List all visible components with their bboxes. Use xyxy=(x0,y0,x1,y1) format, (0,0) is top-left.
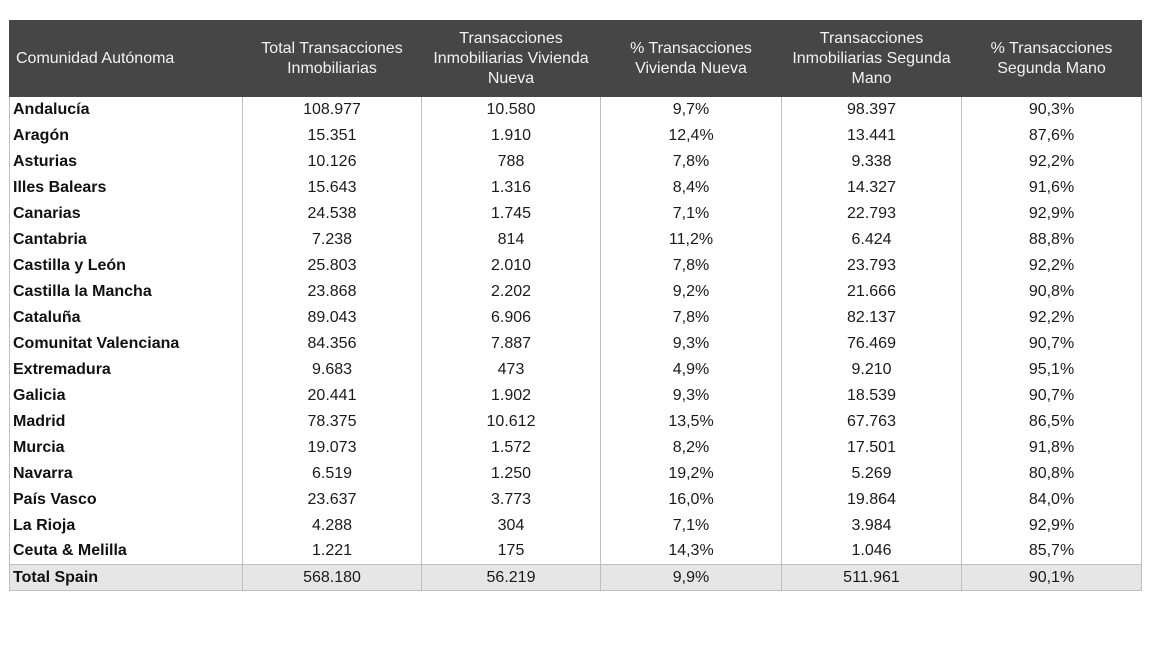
region-cell: La Rioja xyxy=(10,513,243,539)
second-hand-cell: 18.539 xyxy=(782,383,962,409)
region-cell: Cataluña xyxy=(10,305,243,331)
table-row xyxy=(10,383,1142,409)
header-second-hand-pct: % Transacciones Segunda Mano xyxy=(962,21,1142,97)
total-cell: 108.977 xyxy=(243,97,422,123)
table-row xyxy=(10,409,1142,435)
new-cell: 1.250 xyxy=(422,461,601,487)
second-hand-pct-cell: 92,2% xyxy=(962,305,1142,331)
header-second-hand: Transacciones Inmobiliarias Segunda Mano xyxy=(782,21,962,97)
second-hand-pct-cell: 95,1% xyxy=(962,357,1142,383)
second-hand-cell: 17.501 xyxy=(782,435,962,461)
total-cell: 15.351 xyxy=(243,123,422,149)
second-hand-cell: 13.441 xyxy=(782,123,962,149)
new-cell: 1.902 xyxy=(422,383,601,409)
new-pct-cell: 7,1% xyxy=(601,201,782,227)
second-hand-cell: 23.793 xyxy=(782,253,962,279)
second-hand-pct-cell: 92,9% xyxy=(962,201,1142,227)
new-pct-cell: 14,3% xyxy=(601,539,782,565)
second-hand-pct-cell: 91,8% xyxy=(962,435,1142,461)
table-row xyxy=(10,201,1142,227)
second-hand-cell: 76.469 xyxy=(782,331,962,357)
total-second-hand-pct-cell: 90,1% xyxy=(962,565,1142,591)
new-pct-cell: 7,8% xyxy=(601,253,782,279)
table-row xyxy=(10,331,1142,357)
region-cell: Madrid xyxy=(10,409,243,435)
total-row xyxy=(10,565,1142,591)
total-cell: 23.637 xyxy=(243,487,422,513)
new-cell: 473 xyxy=(422,357,601,383)
second-hand-pct-cell: 87,6% xyxy=(962,123,1142,149)
total-cell: 25.803 xyxy=(243,253,422,279)
total-cell: 9.683 xyxy=(243,357,422,383)
new-cell: 175 xyxy=(422,539,601,565)
second-hand-cell: 1.046 xyxy=(782,539,962,565)
second-hand-pct-cell: 85,7% xyxy=(962,539,1142,565)
total-cell: 15.643 xyxy=(243,175,422,201)
new-cell: 814 xyxy=(422,227,601,253)
region-cell: País Vasco xyxy=(10,487,243,513)
total-new-cell: 56.219 xyxy=(422,565,601,591)
region-cell: Galicia xyxy=(10,383,243,409)
total-region-cell: Total Spain xyxy=(10,565,243,591)
new-pct-cell: 13,5% xyxy=(601,409,782,435)
second-hand-cell: 14.327 xyxy=(782,175,962,201)
header-new: Transacciones Inmobiliarias Vivienda Nueva xyxy=(422,21,601,97)
new-cell: 10.612 xyxy=(422,409,601,435)
second-hand-pct-cell: 92,2% xyxy=(962,253,1142,279)
second-hand-cell: 21.666 xyxy=(782,279,962,305)
new-pct-cell: 9,3% xyxy=(601,383,782,409)
region-cell: Cantabria xyxy=(10,227,243,253)
region-cell: Castilla la Mancha xyxy=(10,279,243,305)
table-row xyxy=(10,279,1142,305)
second-hand-cell: 98.397 xyxy=(782,97,962,123)
new-pct-cell: 12,4% xyxy=(601,123,782,149)
table-row xyxy=(10,97,1142,123)
second-hand-pct-cell: 80,8% xyxy=(962,461,1142,487)
second-hand-pct-cell: 90,8% xyxy=(962,279,1142,305)
total-cell: 19.073 xyxy=(243,435,422,461)
second-hand-cell: 82.137 xyxy=(782,305,962,331)
second-hand-pct-cell: 92,2% xyxy=(962,149,1142,175)
table-container xyxy=(9,20,1141,591)
second-hand-pct-cell: 90,7% xyxy=(962,383,1142,409)
header-region: Comunidad Autónoma xyxy=(10,21,243,97)
region-cell: Castilla y León xyxy=(10,253,243,279)
total-cell: 20.441 xyxy=(243,383,422,409)
second-hand-pct-cell: 86,5% xyxy=(962,409,1142,435)
total-cell: 24.538 xyxy=(243,201,422,227)
second-hand-cell: 67.763 xyxy=(782,409,962,435)
new-pct-cell: 19,2% xyxy=(601,461,782,487)
table-row xyxy=(10,149,1142,175)
region-cell: Canarias xyxy=(10,201,243,227)
table-row xyxy=(10,461,1142,487)
region-cell: Aragón xyxy=(10,123,243,149)
new-cell: 6.906 xyxy=(422,305,601,331)
table-row xyxy=(10,435,1142,461)
new-cell: 1.572 xyxy=(422,435,601,461)
second-hand-pct-cell: 88,8% xyxy=(962,227,1142,253)
new-pct-cell: 7,1% xyxy=(601,513,782,539)
table-row xyxy=(10,175,1142,201)
second-hand-pct-cell: 92,9% xyxy=(962,513,1142,539)
region-cell: Comunitat Valenciana xyxy=(10,331,243,357)
table-row xyxy=(10,513,1142,539)
second-hand-pct-cell: 91,6% xyxy=(962,175,1142,201)
total-cell: 78.375 xyxy=(243,409,422,435)
second-hand-cell: 19.864 xyxy=(782,487,962,513)
total-cell: 23.868 xyxy=(243,279,422,305)
total-cell: 10.126 xyxy=(243,149,422,175)
total-cell: 89.043 xyxy=(243,305,422,331)
new-cell: 1.316 xyxy=(422,175,601,201)
region-cell: Extremadura xyxy=(10,357,243,383)
header-total: Total Transacciones Inmobiliarias xyxy=(243,21,422,97)
total-new-pct-cell: 9,9% xyxy=(601,565,782,591)
table-row xyxy=(10,227,1142,253)
second-hand-cell: 9.338 xyxy=(782,149,962,175)
header-new-pct: % Transacciones Vivienda Nueva xyxy=(601,21,782,97)
table-row xyxy=(10,305,1142,331)
table-row xyxy=(10,357,1142,383)
total-cell: 7.238 xyxy=(243,227,422,253)
total-cell: 6.519 xyxy=(243,461,422,487)
region-cell: Murcia xyxy=(10,435,243,461)
new-pct-cell: 7,8% xyxy=(601,305,782,331)
table-row xyxy=(10,253,1142,279)
total-second-hand-cell: 511.961 xyxy=(782,565,962,591)
new-cell: 2.010 xyxy=(422,253,601,279)
new-pct-cell: 9,7% xyxy=(601,97,782,123)
second-hand-pct-cell: 90,3% xyxy=(962,97,1142,123)
region-cell: Andalucía xyxy=(10,97,243,123)
new-pct-cell: 8,4% xyxy=(601,175,782,201)
new-cell: 3.773 xyxy=(422,487,601,513)
second-hand-cell: 9.210 xyxy=(782,357,962,383)
second-hand-cell: 5.269 xyxy=(782,461,962,487)
new-cell: 1.910 xyxy=(422,123,601,149)
transactions-table xyxy=(9,20,1142,591)
total-cell: 84.356 xyxy=(243,331,422,357)
new-cell: 2.202 xyxy=(422,279,601,305)
new-pct-cell: 4,9% xyxy=(601,357,782,383)
new-pct-cell: 11,2% xyxy=(601,227,782,253)
second-hand-cell: 3.984 xyxy=(782,513,962,539)
table-row xyxy=(10,487,1142,513)
total-cell: 1.221 xyxy=(243,539,422,565)
new-pct-cell: 8,2% xyxy=(601,435,782,461)
new-pct-cell: 16,0% xyxy=(601,487,782,513)
region-cell: Illes Balears xyxy=(10,175,243,201)
table-row xyxy=(10,539,1142,565)
region-cell: Navarra xyxy=(10,461,243,487)
total-cell: 4.288 xyxy=(243,513,422,539)
table-row xyxy=(10,123,1142,149)
region-cell: Ceuta & Melilla xyxy=(10,539,243,565)
new-cell: 788 xyxy=(422,149,601,175)
new-cell: 7.887 xyxy=(422,331,601,357)
second-hand-cell: 6.424 xyxy=(782,227,962,253)
new-pct-cell: 7,8% xyxy=(601,149,782,175)
second-hand-pct-cell: 84,0% xyxy=(962,487,1142,513)
new-pct-cell: 9,2% xyxy=(601,279,782,305)
new-cell: 304 xyxy=(422,513,601,539)
second-hand-cell: 22.793 xyxy=(782,201,962,227)
second-hand-pct-cell: 90,7% xyxy=(962,331,1142,357)
header-row xyxy=(10,21,1142,97)
region-cell: Asturias xyxy=(10,149,243,175)
new-cell: 10.580 xyxy=(422,97,601,123)
new-cell: 1.745 xyxy=(422,201,601,227)
new-pct-cell: 9,3% xyxy=(601,331,782,357)
total-total-cell: 568.180 xyxy=(243,565,422,591)
